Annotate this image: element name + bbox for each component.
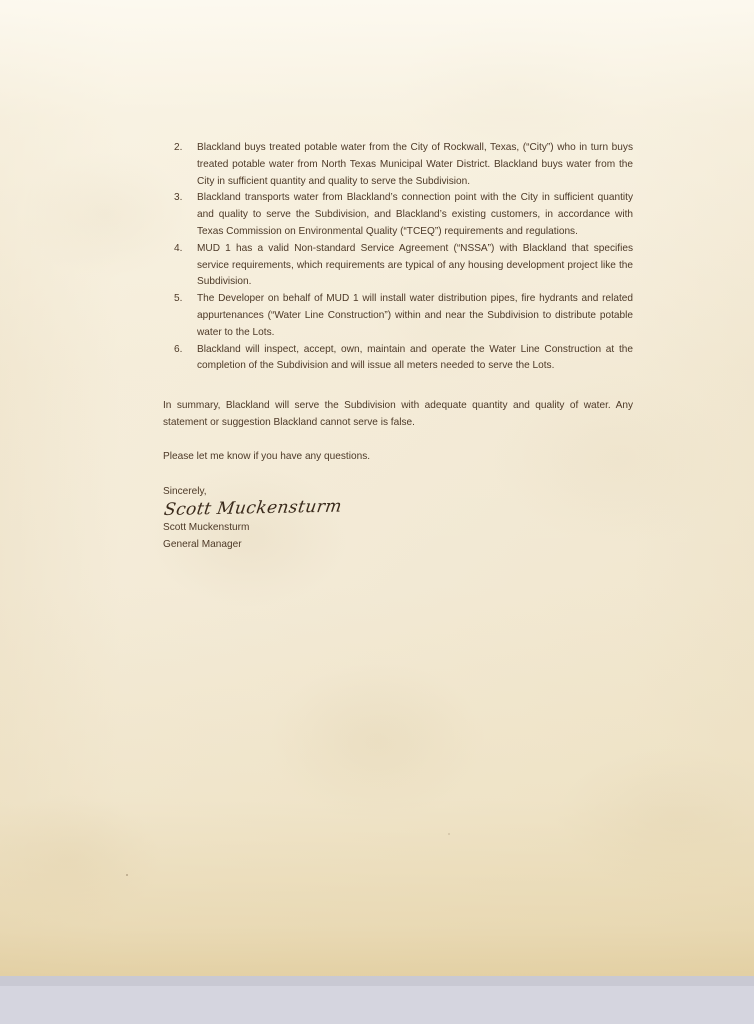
numbered-clause-list — [163, 140, 633, 375]
clause-number: 4. — [174, 242, 183, 254]
handwritten-signature: Scott Muckensturm — [162, 496, 344, 521]
closing-salutation: Sincerely, — [163, 485, 207, 497]
clause-text: The Developer on behalf of MUD 1 will install water distribution pipes, fire hydrants and related appurtenances (“Water Line Construction”) within and near the Subdivision to distribute potable water to the Lots. — [197, 293, 633, 338]
viewer-backdrop — [0, 986, 754, 1024]
spacer — [163, 466, 633, 484]
clause-number: 5. — [174, 293, 183, 305]
clause-item — [163, 190, 633, 240]
clause-number: 3. — [174, 192, 183, 204]
paper-speck — [448, 833, 450, 835]
paper-speck — [126, 874, 128, 876]
spacer — [163, 432, 633, 449]
spacer — [163, 375, 633, 398]
clause-item — [163, 140, 633, 190]
clause-item — [163, 342, 633, 376]
clause-text: MUD 1 has a valid Non-standard Service Agreement (“NSSA”) with Blackland that specifies service requirements, which requirements are typical of any housing development project like the Subdivision. — [197, 242, 633, 288]
document-body — [163, 140, 633, 554]
clause-text: Blackland transports water from Blackland’s connection point with the City in sufficient quantity and quality to serve the Subdivision, and Blackland’s existing customers, in accordance with Texas Commission on Environmental Quality (“TCEQ”) requirements and regulations. — [197, 192, 633, 237]
clause-text: Blackland will inspect, accept, own, maintain and operate the Water Line Construction at the completion of the Subdivision and will issue all meters needed to serve the Lots. — [197, 343, 633, 372]
viewer-page-edge-shadow — [0, 976, 754, 986]
closing-question: Please let me know if you have any questions. — [163, 450, 371, 462]
clause-number: 2. — [174, 142, 183, 153]
signer-title: General Manager — [163, 539, 242, 551]
signer-name: Scott Muckensturm — [163, 522, 250, 534]
summary-paragraph: In summary, Blackland will serve the Subdivision with adequate quantity and quality of water. Any statement or suggestion Blackland cannot serve is false. — [163, 400, 633, 428]
clause-number: 6. — [174, 343, 183, 355]
clause-text: Blackland buys treated potable water from the City of Rockwall, Texas, (“City”) who in turn buys treated potable water from North Texas Municipal Water District. Blackland buys water from the City in sufficient quantity and quality to serve the Subdivision. — [197, 142, 633, 187]
clause-item — [163, 241, 633, 291]
clause-item — [163, 291, 633, 341]
